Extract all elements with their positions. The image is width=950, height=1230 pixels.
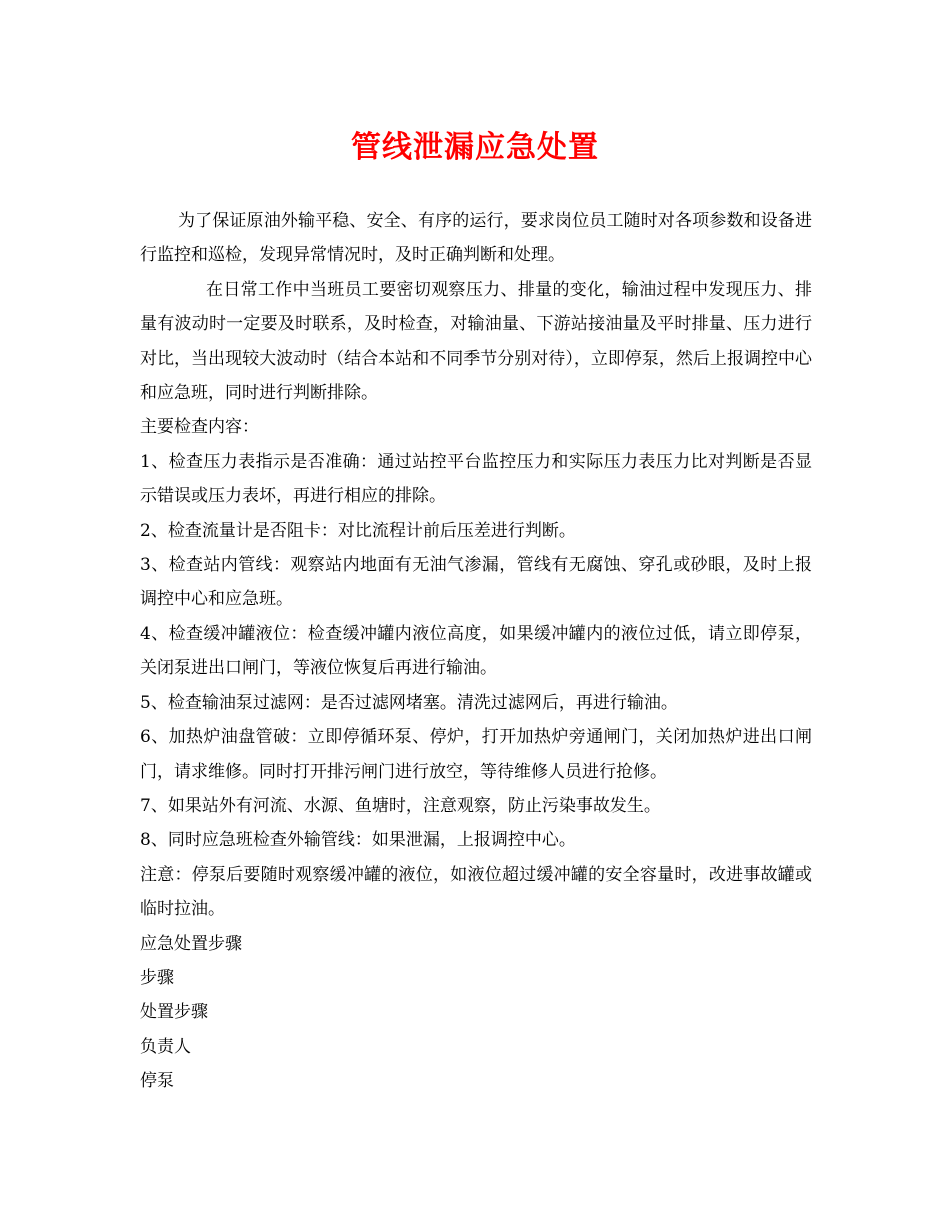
inspection-item-1: 1、检查压力表指示是否准确：通过站控平台监控压力和实际压力表压力比对判断是否显示错误或压力表坏，再进行相应的排除。	[140, 451, 812, 507]
inspection-item-4: 4、检查缓冲罐液位：检查缓冲罐内液位高度，如果缓冲罐内的液位过低，请立即停泵，关闭泵进出口闸门，等液位恢复后再进行输油。	[140, 623, 812, 679]
inspection-item-2: 2、检查流量计是否阻卡：对比流程计前后压差进行判断。	[140, 520, 576, 541]
daily-work-paragraph: 在日常工作中当班员工要密切观察压力、排量的变化，输油过程中发现压力、排量有波动时一定要及时联系，及时检查，对输油量、下游站接油量及平时排量、压力进行对比，当出现较大波动时（结合本站和不同季节分别对待），立即停泵，然后上报调控中心和应急班，同时进行判断排除。	[140, 279, 812, 404]
inspection-item-8: 8、同时应急班检查外输管线：如果泄漏，上报调控中心。	[140, 830, 576, 851]
emergency-steps-heading: 应急处置步骤	[140, 933, 242, 954]
inspection-item-5: 5、检查输油泵过滤网：是否过滤网堵塞。清洗过滤网后，再进行输油。	[140, 692, 678, 713]
document-title: 管线泄漏应急处置	[351, 130, 599, 165]
intro-paragraph: 为了保证原油外输平稳、安全、有序的运行，要求岗位员工随时对各项参数和设备进行监控和巡检，发现异常情况时，及时正确判断和处理。	[140, 211, 812, 266]
document-body	[140, 204, 812, 1099]
stop-pump-label: 停泵	[140, 1071, 174, 1092]
inspection-heading: 主要检查内容：	[140, 417, 259, 438]
inspection-item-6: 6、加热炉油盘管破：立即停循环泵、停炉，打开加热炉旁通闸门，关闭加热炉进出口闸门，请求维修。同时打开排污闸门进行放空，等待维修人员进行抢修。	[140, 727, 812, 782]
inspection-item-3: 3、检查站内管线：观察站内地面有无油气渗漏，管线有无腐蚀、穿孔或砂眼，及时上报调控中心和应急班。	[140, 555, 812, 610]
disposal-steps-label: 处置步骤	[140, 1002, 208, 1023]
inspection-item-7: 7、如果站外有河流、水源、鱼塘时，注意观察，防止污染事故发生。	[140, 795, 661, 816]
steps-label: 步骤	[140, 967, 174, 988]
responsible-person-label: 负责人	[140, 1036, 191, 1057]
note-paragraph: 注意：停泵后要随时观察缓冲罐的液位，如液位超过缓冲罐的安全容量时，改进事故罐或临时拉油。	[140, 864, 812, 920]
